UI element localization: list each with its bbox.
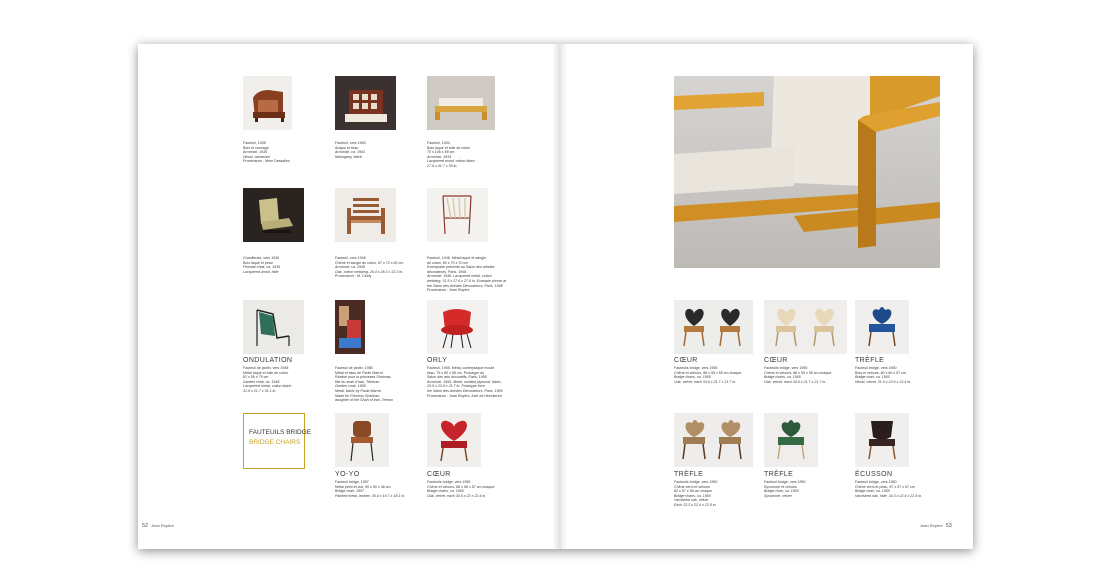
- caption-coeur-left: Fauteuils bridge, vers 1955 Chêne et velours, 88 x 56 x 57 cm chaque Bridge chairs, ca. 1955 Oak, velvet, each 34.6 x 22 x 22.4 in.: [427, 480, 495, 498]
- caption-oak-armchair: Fauteuil, vers 1948 Chêne et sangle de coton, 67 x 72 x 82 cm Armchair, ca. 1948 Oak, cotton webbing, 26.4 x 28.3 x 32.3 in. Provenance : M. Cindy: [335, 256, 404, 279]
- section-box-bridge-chairs: [243, 413, 312, 469]
- caption-garden-chair-1958: Fauteuil de jardin, 1958 Métal et tissu de Paule Marrot Réalisé pour la princesse Shahnaz, fille du shah d'Iran, Téhéran Garden chair, 1958 Metal, fabric by Paule Marrot Made for Princess Shahnaz, daughter of the Shah of Iran, Tehran: [335, 366, 393, 403]
- caption-yoyo: Fauteuil bridge, 1957 Métal peint et cuir, 90 x 50 x 46 cm Bridge chair, 1957 Painted metal, leather, 35.4 x 19.7 x 18.1 in.: [335, 480, 406, 498]
- caption-trefle-2: Fauteuils bridge, vers 1950 Chêne verni et velours 82 x 57 x 58 cm chaque Bridge chairs, ca. 1950 Varnished oak, velvet Each 32.3 x 22.4 x 22.8 in.: [674, 480, 718, 507]
- caption-armchair-1934: Fauteuil, 1934 Bois laqué et toile de coton 70 x 106 x 89 cm Armchair, 1934 Lacquered wood, cotton fabric 27.6 x 41.7 x 35 in.: [427, 141, 476, 168]
- running-head-left: Jean Royère: [151, 523, 174, 528]
- title-orly: ORLY: [427, 357, 448, 364]
- coeur-pair-cream-photo: [764, 300, 847, 354]
- coeur-pair-dark-photo: [674, 300, 753, 354]
- caption-coeur-right-1: Fauteuils bridge, vers 1955 Chêne et velours, 88 x 55 x 55 cm chaque Bridge chairs, ca. 1955 Oak, velvet, each 34.6 x 21.7 x 21.7 in.: [674, 366, 742, 384]
- title-coeur-left: CŒUR: [427, 471, 451, 478]
- page-gutter: [552, 44, 568, 549]
- oak-armchair-photo: [335, 188, 396, 242]
- page-number-52: 52: [142, 523, 149, 529]
- book-spread: [138, 44, 973, 549]
- title-yoyo: YO-YO: [335, 471, 360, 478]
- title-coeur-right-2: CŒUR: [764, 357, 788, 364]
- caption-armchair-1935: Fauteuil, 1935 Bois et cannage Armchair, 1935 Wood, caneware Provenance : Mme Dessalles: [243, 141, 290, 164]
- title-trefle-3: TRÈFLE: [764, 471, 794, 478]
- armchair-caned-photo: [243, 76, 292, 130]
- title-ondulation: ONDULATION: [243, 357, 293, 364]
- page-number-53: 53: [945, 523, 952, 529]
- caption-orly: Fauteuil, 1955. Métal, contreplaqué moulé, tissu, 75 x 60 x 55 cm. Prototype du Salon des arts décoratifs, Paris, 1955 Armchair, 1955. Metal, molded plywood, fabric, 29.5 x 23.6 x 21.7 in. Prototype from the Salon des Artistes Décorateurs, Paris, 1955 Provenance : Jean Royère, Axel de Heeckeren: [427, 366, 503, 398]
- caption-coeur-right-2: Fauteuils bridge, vers 1955 Chêne et velours, 88 x 55 x 55 cm chaque Bridge chairs, ca. 1955 Oak, velvet, each 34.6 x 21.7 x 21.7 in.: [764, 366, 832, 384]
- caption-metal-chair-1948: Fauteuil, 1948. Métal laqué et sangle de coton, 80 x 70 x 70 cm Exemplaire présenté au Salon des artistes décorateurs, Paris, 1948 Armchair, 1948. Lacquered metal, cotton webbing, 31.5 x 27.6 x 27.6 in. Example shown at the Salon des Artistes Décorateurs, Paris, 1948 Provenance : Jean Royère: [427, 256, 507, 293]
- caption-armchair-1963: Fauteuil, vers 1963 Acajou et tissu Armchair, ca. 1963 Mahogany, fabric: [335, 141, 366, 159]
- running-head-right: Jean Royère: [920, 523, 943, 528]
- folio-left: [142, 523, 177, 529]
- ondulation-chair-photo: [243, 300, 304, 354]
- yoyo-chair-photo: [335, 413, 389, 467]
- caption-fireside-chair: Chauffeuse, vers 1936 Bois laqué et peau Fireside chair, ca. 1936 Lacquered wood, hide: [243, 256, 281, 274]
- caption-trefle-3: Fauteuil bridge, vers 1950 Sycomore et velours Bridge chair, ca. 1950 Sycamore, velvet: [764, 480, 806, 498]
- caption-trefle-1: Fauteuil bridge, vers 1950 Bois et velours, 80 x 60 x 57 cm Bridge chair, ca. 1950 Wood, velvet, 31.5 x 23.6 x 22.4 in.: [855, 366, 912, 384]
- armchair-low-yellow-photo: [427, 76, 495, 130]
- trefle-green-photo: [764, 413, 818, 467]
- trefle-pair-brown-photo: [674, 413, 753, 467]
- section-title-fr: FAUTEUILS BRIDGE: [249, 429, 312, 436]
- title-coeur-right-1: CŒUR: [674, 357, 698, 364]
- metal-webbing-chair-photo: [427, 188, 488, 242]
- large-yellow-armchair-photo: [674, 76, 940, 268]
- title-ecusson: ÉCUSSON: [855, 471, 893, 478]
- caption-ecusson: Fauteuil bridge, vers 1950 Chêne verni et peau, 87 x 57 x 57 cm Bridge chair, ca. 1950 Varnished oak, hide, 34.3 x 22.4 x 22.4 in.: [855, 480, 922, 498]
- garden-chair-portrait-photo: [335, 300, 365, 354]
- caption-ondulation: Fauteuil de jardin, vers 1948 Métal laqué et toile de coton 81 x 55 x 79 cm Garden chair, ca. 1948 Lacquered metal, cotton fabric 31.9 x 21.7 x 31.1 in.: [243, 366, 292, 393]
- folio-right: [917, 523, 952, 529]
- coeur-chair-red-photo: [427, 413, 481, 467]
- trefle-blue-photo: [855, 300, 909, 354]
- ecusson-chair-photo: [855, 413, 909, 467]
- fireside-chair-photo: [243, 188, 304, 242]
- title-trefle-1: TRÈFLE: [855, 357, 885, 364]
- title-trefle-2: TRÈFLE: [674, 471, 704, 478]
- section-title-en: BRIDGE CHAIRS: [249, 439, 301, 446]
- orly-chair-photo: [427, 300, 488, 354]
- armchair-grid-photo: [335, 76, 396, 130]
